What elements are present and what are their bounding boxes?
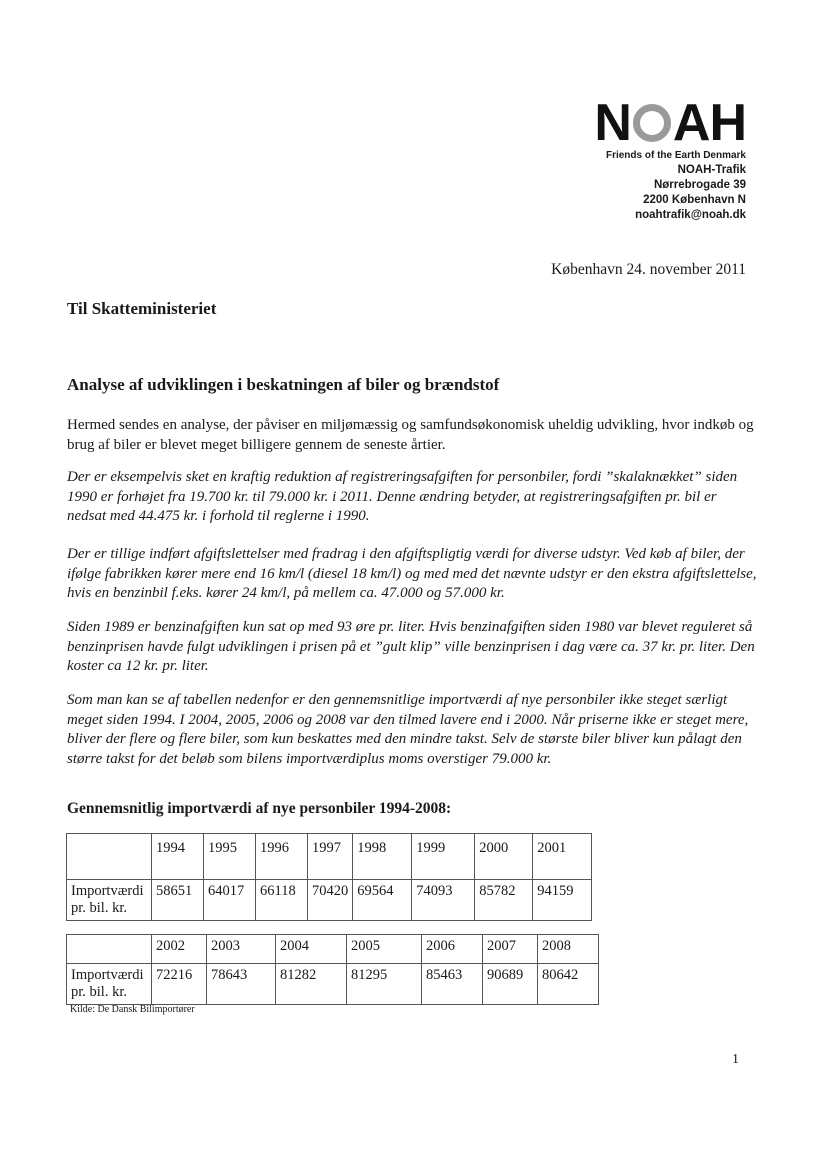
year-cell: 2006 [422, 935, 483, 964]
address-line-1: NOAH-Trafik [677, 164, 746, 176]
value-cell: 78643 [207, 964, 276, 1005]
paragraph-registration-tax: Der er eksempelvis sket en kraftig reduktion af registreringsafgiften for personbiler, fordi ”skalaknækket” siden 1990 er forhøjet fra 19.700 kr. til 79.000 kr. i 2011. Denne ændring betyder, at registreringsafgiften pr. bil er nedsat med 44.475 kr. i forhold til reglerne i 1990. [67, 469, 738, 524]
page-number: 1 [732, 1052, 739, 1067]
year-cell: 2003 [207, 935, 276, 964]
table-header-row [67, 935, 599, 964]
value-cell: 69564 [353, 880, 412, 921]
value-cell: 72216 [152, 964, 207, 1005]
year-cell: 1994 [152, 834, 204, 880]
row-label: Importværdi pr. bil. kr. [67, 880, 152, 921]
year-cell: 2001 [533, 834, 592, 880]
value-cell: 85782 [475, 880, 533, 921]
paragraph-tax-relief: Der er tillige indført afgiftslettelser med fradrag i den afgiftspligtig værdi for diverse udstyr. Ved køb af biler, der ifølge fabrikken kører mere end 16 km/l (diesel 18 km/l) og med med det nævnte udstyr er den ekstra afgiftslettelse, hvis en benzinbil f.eks. kører 24 km/l, på mellem ca. 47.000 og 57.000 kr. [67, 546, 757, 601]
table-row [67, 880, 592, 921]
value-cell: 70420 [308, 880, 353, 921]
table-title: Gennemsnitlig importværdi af nye personbiler 1994-2008: [67, 800, 452, 817]
value-cell: 74093 [412, 880, 475, 921]
address-line-2: Nørrebrogade 39 [653, 179, 746, 191]
table-source: Kilde: De Dansk Bilimportører [70, 1004, 195, 1015]
year-cell: 1997 [308, 834, 353, 880]
paragraph-import-value: Som man kan se af tabellen nedenfor er den gennemsnitlige importværdi af nye personbiler ikke steget særligt meget siden 1994. I 2004, 2005, 2006 og 2008 var den tilmed lavere end i 2000. Når priserne ikke er steget mere, bliver der flere og flere biler, som kun beskattes med den mindre takst. Selv de største biler bliver kun pålagt den større takst for det beløb som bilens importværdiplus moms overstiger 79.000 kr. [67, 692, 749, 767]
value-cell: 58651 [152, 880, 204, 921]
document-heading: Analyse af udviklingen i beskatningen af biler og brændstof [67, 375, 500, 394]
table-header-row [67, 834, 592, 880]
logo-text-right: AH [672, 94, 746, 152]
paragraph-intro: Hermed sendes en analyse, der påviser en miljømæssig og samfundsøkonomisk uheldig udvikling, hvor indkøb og brug af biler er blevet meget billigere gennem de seneste årtier. [67, 417, 754, 453]
value-cell: 94159 [533, 880, 592, 921]
year-cell: 2005 [347, 935, 422, 964]
row-label: Importværdi pr. bil. kr. [67, 964, 152, 1005]
value-cell: 66118 [256, 880, 308, 921]
address-email: noahtrafik@noah.dk [635, 209, 746, 221]
year-cell: 1996 [256, 834, 308, 880]
year-cell: 1998 [353, 834, 412, 880]
value-cell: 81282 [276, 964, 347, 1005]
logo-circle-icon [633, 104, 671, 142]
letterhead [526, 94, 746, 223]
value-cell: 80642 [538, 964, 599, 1005]
year-cell: 2008 [538, 935, 599, 964]
noah-logo [526, 94, 746, 152]
year-cell: 1995 [204, 834, 256, 880]
table-row [67, 964, 599, 1005]
tagline: Friends of the Earth Denmark [605, 150, 746, 161]
year-cell: 2007 [483, 935, 538, 964]
paragraph-fuel-tax: Siden 1989 er benzinafgiften kun sat op med 93 øre pr. liter. Hvis benzinafgiften siden 1980 var blevet reguleret så benzinprisen havde fulgt udviklingen i prisen på et ”gult klip” ville benzinprisen i dag være ca. 37 kr. pr. liter. Den koster ca 12 kr. pr. liter. [67, 619, 755, 674]
import-value-table-part1 [66, 833, 592, 921]
recipient: Til Skatteministeriet [67, 299, 217, 318]
empty-header-cell [67, 834, 152, 880]
year-cell: 2004 [276, 935, 347, 964]
year-cell: 2002 [152, 935, 207, 964]
value-cell: 64017 [204, 880, 256, 921]
address-line-3: 2200 København N [643, 194, 746, 206]
import-value-table-part2 [66, 934, 599, 1005]
letter-date: København 24. november 2011 [551, 261, 746, 278]
value-cell: 90689 [483, 964, 538, 1005]
year-cell: 1999 [412, 834, 475, 880]
value-cell: 85463 [422, 964, 483, 1005]
year-cell: 2000 [475, 834, 533, 880]
value-cell: 81295 [347, 964, 422, 1005]
logo-text-left: N [594, 94, 631, 152]
empty-header-cell [67, 935, 152, 964]
